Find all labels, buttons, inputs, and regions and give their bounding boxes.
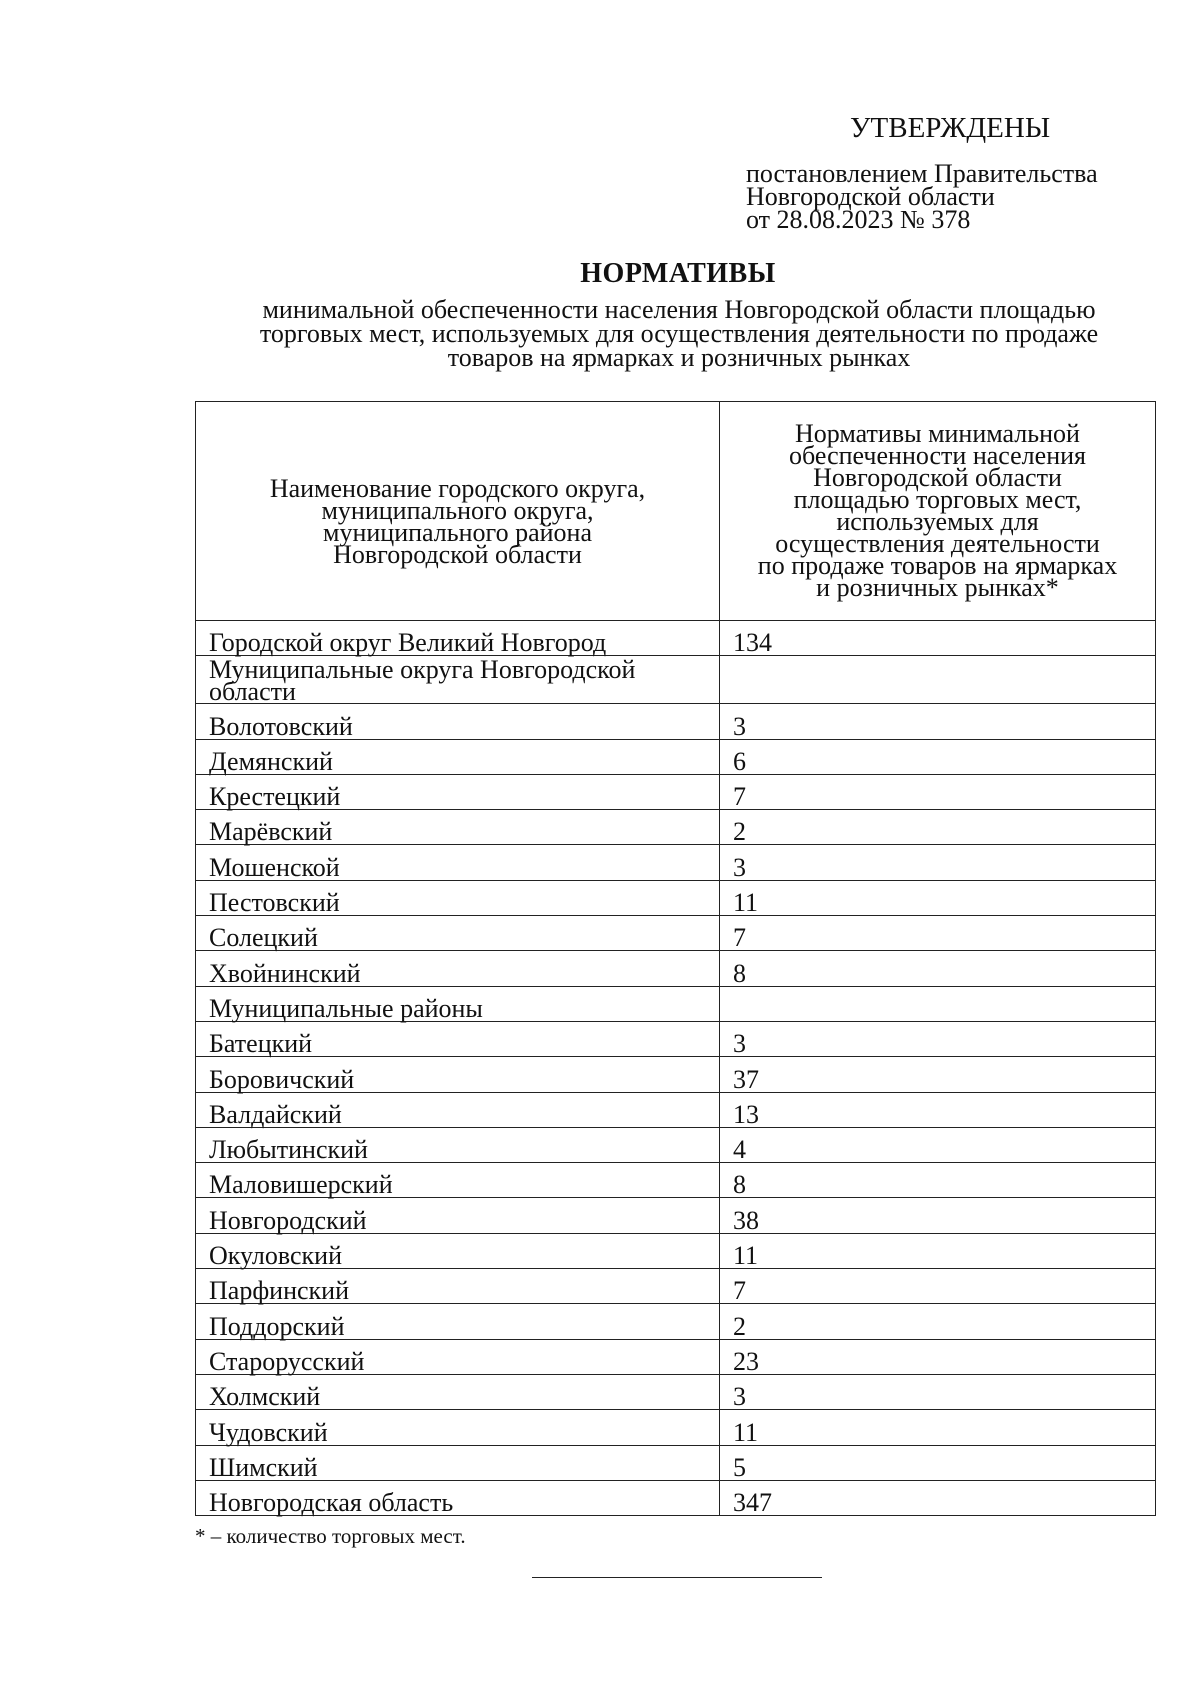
norm-value-cell bbox=[720, 774, 1156, 812]
table-row bbox=[196, 704, 1156, 739]
norm-value-cell bbox=[720, 1021, 1156, 1059]
municipality-name-cell bbox=[196, 621, 720, 656]
closing-line bbox=[532, 1577, 822, 1578]
header-left-line: муниципального округа, bbox=[321, 496, 594, 525]
norm-value-cell bbox=[720, 704, 1156, 739]
municipality-name-cell bbox=[196, 774, 720, 812]
norm-value-cell bbox=[720, 916, 1156, 951]
municipality-name: Крестецкий bbox=[209, 782, 341, 812]
table-row bbox=[196, 1163, 1156, 1198]
norm-value-cell bbox=[720, 880, 1156, 918]
table-row bbox=[196, 1339, 1156, 1374]
municipality-name-cell bbox=[196, 1233, 720, 1271]
municipality-name: Муниципальные районы bbox=[209, 993, 483, 1023]
norm-value-cell bbox=[720, 1057, 1156, 1092]
subtitle-line-2: торговых мест, используемых для осуществления деятельности по продаже bbox=[259, 319, 1099, 348]
municipality-name-cell bbox=[196, 655, 720, 707]
table-row bbox=[196, 951, 1156, 986]
header-right-line: обеспеченности населения bbox=[789, 441, 1086, 470]
norm-value-cell bbox=[720, 951, 1156, 986]
header-municipality bbox=[196, 402, 720, 621]
municipality-name-cell bbox=[196, 1057, 720, 1092]
municipality-name-cell bbox=[196, 1339, 720, 1374]
municipality-name-cell bbox=[196, 1092, 720, 1127]
norm-value: 3 bbox=[733, 852, 746, 882]
table-row bbox=[196, 1021, 1156, 1056]
norm-value-cell bbox=[720, 1163, 1156, 1198]
municipality-name-cell bbox=[196, 880, 720, 918]
municipality-name-cell bbox=[196, 739, 720, 774]
table-row bbox=[196, 774, 1156, 809]
norm-value-cell bbox=[720, 810, 1156, 845]
norm-value: 2 bbox=[733, 817, 746, 847]
norm-value-cell bbox=[720, 739, 1156, 774]
norm-value: 13 bbox=[733, 1099, 759, 1129]
table-row bbox=[196, 916, 1156, 951]
table-header-row bbox=[196, 402, 1156, 621]
municipality-name: Мошенской bbox=[209, 852, 340, 882]
norm-value-cell bbox=[720, 1445, 1156, 1480]
table-row bbox=[196, 1445, 1156, 1480]
municipality-name: Шимский bbox=[209, 1452, 318, 1482]
municipality-name: Марёвский bbox=[209, 817, 333, 847]
norm-value-cell bbox=[720, 1374, 1156, 1412]
norm-value: 7 bbox=[733, 782, 746, 812]
subtitle-line-3: товаров на ярмарках и розничных рынках bbox=[447, 343, 911, 372]
header-right-line: осуществления деятельности bbox=[775, 529, 1100, 558]
municipality-name-cell bbox=[196, 845, 720, 880]
municipality-name: Боровичский bbox=[209, 1064, 355, 1094]
municipality-name-cell bbox=[196, 1163, 720, 1198]
norm-value: 4 bbox=[733, 1135, 746, 1165]
header-left-line: Наименование городского округа, bbox=[269, 474, 646, 503]
municipality-name: Поддорский bbox=[209, 1311, 345, 1341]
norm-value: 11 bbox=[733, 888, 759, 918]
table-row bbox=[196, 656, 1156, 704]
table-row bbox=[196, 1127, 1156, 1162]
municipality-name: Старорусский bbox=[209, 1346, 365, 1376]
municipality-name-cell bbox=[196, 704, 720, 739]
norm-value: 5 bbox=[733, 1452, 746, 1482]
norm-value-cell bbox=[720, 1304, 1156, 1339]
norm-value-cell bbox=[720, 845, 1156, 880]
table-row bbox=[196, 621, 1156, 656]
norm-value: 23 bbox=[733, 1346, 759, 1376]
table-row bbox=[196, 986, 1156, 1021]
norm-value: 7 bbox=[733, 923, 746, 953]
table-row bbox=[196, 1198, 1156, 1233]
table-row bbox=[196, 1057, 1156, 1092]
table-row bbox=[196, 1269, 1156, 1304]
header-right-line: Нормативы минимальной bbox=[795, 419, 1080, 448]
norm-value: 8 bbox=[733, 958, 746, 988]
municipality-name: Волотовский bbox=[209, 711, 353, 741]
norm-value-cell bbox=[720, 1269, 1156, 1304]
approval-block bbox=[746, 112, 1166, 234]
table-body bbox=[196, 621, 1156, 1516]
municipality-name: Новгородский bbox=[209, 1205, 367, 1235]
approval-line-3: от 28.08.2023 № 378 bbox=[746, 205, 971, 234]
norm-value-cell bbox=[720, 621, 1156, 656]
municipality-name: Солецкий bbox=[209, 923, 318, 953]
norm-value: 7 bbox=[733, 1276, 746, 1306]
municipality-name-continued: области bbox=[209, 677, 296, 707]
municipality-name: Демянский bbox=[209, 746, 333, 776]
norm-value: 11 bbox=[733, 1417, 759, 1447]
norm-value: 3 bbox=[733, 1382, 746, 1412]
municipality-name: Окуловский bbox=[209, 1241, 342, 1271]
municipality-name: Чудовский bbox=[209, 1417, 328, 1447]
approval-line-2: Новгородской области bbox=[746, 182, 995, 211]
municipality-name: Валдайский bbox=[209, 1099, 342, 1129]
municipality-name: Хвойнинский bbox=[209, 958, 361, 988]
header-left-line: муниципального района bbox=[323, 518, 592, 547]
norm-value: 38 bbox=[733, 1205, 759, 1235]
municipality-name-cell bbox=[196, 1198, 720, 1233]
municipality-name-cell bbox=[196, 1269, 720, 1304]
table-row bbox=[196, 880, 1156, 915]
table-row bbox=[196, 1374, 1156, 1409]
approval-line-1: постановлением Правительства bbox=[746, 159, 1098, 188]
header-right-line: и розничных рынках* bbox=[816, 573, 1059, 602]
norm-value-cell bbox=[720, 1198, 1156, 1233]
table-row bbox=[196, 1092, 1156, 1127]
municipality-name-cell bbox=[196, 1374, 720, 1412]
municipality-name: Парфинский bbox=[209, 1276, 349, 1306]
norm-value: 3 bbox=[733, 1029, 746, 1059]
document-subtitle bbox=[222, 295, 1136, 372]
norm-value-cell bbox=[720, 1233, 1156, 1271]
norm-value: 2 bbox=[733, 1311, 746, 1341]
municipality-name: Городской округ Великий Новгород bbox=[209, 628, 607, 658]
norm-value: 37 bbox=[733, 1064, 759, 1094]
norm-value-cell bbox=[720, 1410, 1156, 1445]
table-row bbox=[196, 1410, 1156, 1445]
header-norms bbox=[720, 402, 1156, 621]
norm-value-cell bbox=[720, 986, 1156, 1021]
table-row bbox=[196, 1304, 1156, 1339]
municipality-name-cell bbox=[196, 1021, 720, 1059]
norm-value: 6 bbox=[733, 746, 746, 776]
norm-value: 3 bbox=[733, 711, 746, 741]
municipality-name-cell bbox=[196, 1445, 720, 1480]
norm-value-cell bbox=[720, 1480, 1156, 1518]
table-row bbox=[196, 845, 1156, 880]
municipality-name-cell bbox=[196, 1304, 720, 1339]
approval-heading: УТВЕРЖДЕНЫ bbox=[850, 112, 1051, 144]
table-row bbox=[196, 1233, 1156, 1268]
municipality-name: Любытинский bbox=[209, 1135, 368, 1165]
municipality-name: Новгородская область bbox=[209, 1488, 454, 1518]
header-right-line: используемых для bbox=[836, 507, 1039, 536]
table-row bbox=[196, 1480, 1156, 1515]
municipality-name: Муниципальные округа Новгородской bbox=[209, 655, 636, 685]
norm-value: 8 bbox=[733, 1170, 746, 1200]
header-right-line: площадью торговых мест, bbox=[793, 485, 1082, 514]
municipality-name-cell bbox=[196, 810, 720, 845]
municipality-name: Маловишерский bbox=[209, 1170, 393, 1200]
norms-table bbox=[195, 401, 1156, 1516]
municipality-name-cell bbox=[196, 1410, 720, 1445]
municipality-name-cell bbox=[196, 1127, 720, 1165]
norm-value-cell bbox=[720, 656, 1156, 704]
municipality-name-cell bbox=[196, 951, 720, 986]
municipality-name: Холмский bbox=[209, 1382, 321, 1412]
header-right-line: Новгородской области bbox=[813, 463, 1062, 492]
norm-value: 11 bbox=[733, 1241, 759, 1271]
municipality-name-cell bbox=[196, 1480, 720, 1518]
table-row bbox=[196, 810, 1156, 845]
municipality-name: Пестовский bbox=[209, 888, 340, 918]
municipality-name: Батецкий bbox=[209, 1029, 313, 1059]
municipality-name-cell bbox=[196, 916, 720, 951]
header-left-line: Новгородской области bbox=[333, 540, 582, 569]
norm-value-cell bbox=[720, 1127, 1156, 1165]
municipality-name-cell bbox=[196, 986, 720, 1021]
subtitle-line-1: минимальной обеспеченности населения Новгородской области площадью bbox=[262, 295, 1096, 324]
footnote: * – количество торговых мест. bbox=[195, 1524, 466, 1548]
norm-value: 134 bbox=[733, 628, 772, 658]
header-right-line: по продаже товаров на ярмарках bbox=[757, 551, 1118, 580]
norm-value-cell bbox=[720, 1092, 1156, 1127]
norm-value: 347 bbox=[733, 1488, 772, 1518]
document-title: НОРМАТИВЫ bbox=[580, 258, 776, 289]
norm-value-cell bbox=[720, 1339, 1156, 1374]
table-row bbox=[196, 739, 1156, 774]
